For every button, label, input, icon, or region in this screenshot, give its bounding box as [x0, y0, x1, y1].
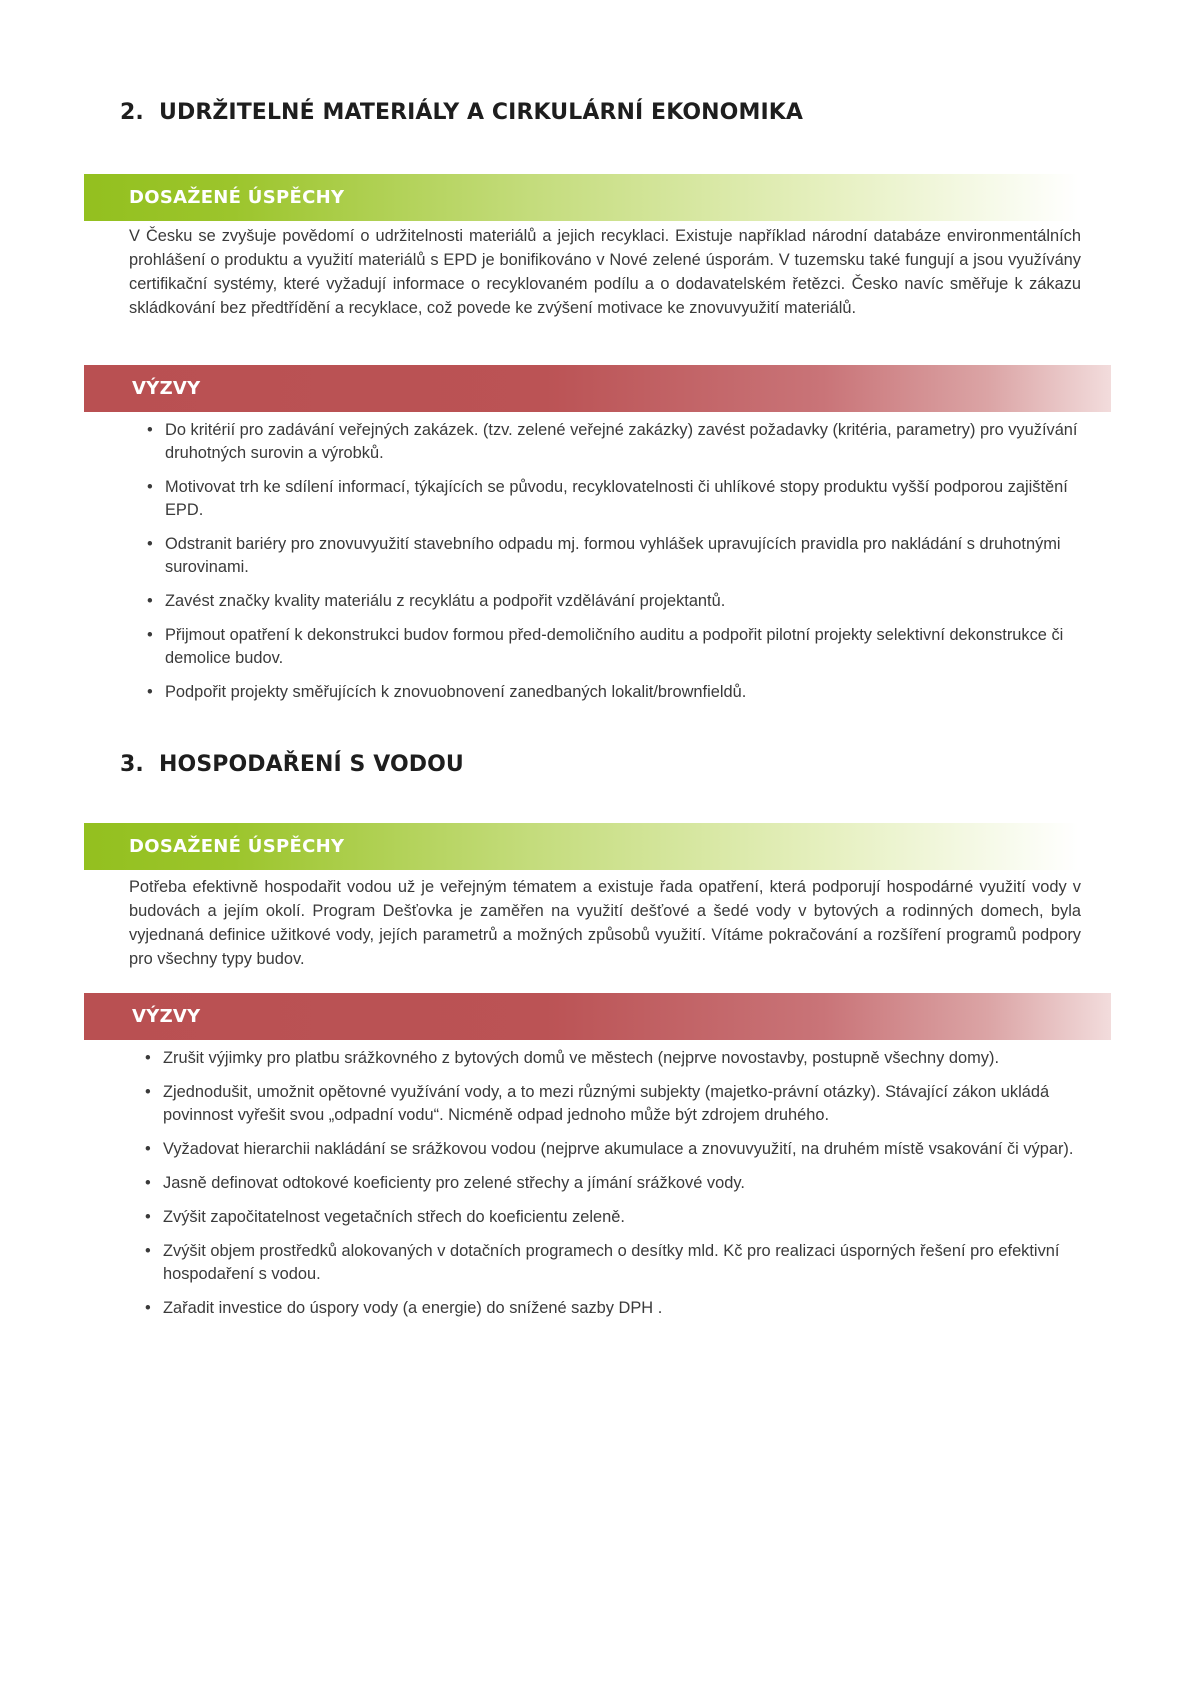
section-3-challenges-bar: [84, 993, 1111, 1040]
section-3-achievements-text: Potřeba efektivně hospodařit vodou už je veřejným tématem a existuje řada opatření, která podporují hospodárné využití vody v budovách a jejím okolí. Program Dešťovka je zaměřen na využití dešťové a šedé vody v bytových a rodinných domech, byla vyjednaná definice užitkové vody, jejích parametrů a možných způsobů využití. Vítáme pokračování a rozšíření programů podpory pro všechny typy budov.: [129, 878, 1081, 968]
section-3-title-text: HOSPODAŘENÍ S VODOU: [159, 752, 464, 777]
section-3-number: 3.: [120, 752, 144, 777]
list-item: • Do kritérií pro zadávání veřejných zakázek. (tzv. zelené veřejné zakázky) zavést požadavky (kritéria, parametry) pro využívání druhotných surovin a výrobků.: [147, 421, 1078, 462]
section-3-title: [120, 752, 464, 777]
bullet-icon: •: [147, 683, 153, 701]
section-3-challenges-list: [145, 1047, 1080, 1331]
bullet-icon: •: [147, 626, 153, 644]
section-2-achievements-text: V Česku se zvyšuje povědomí o udržitelnosti materiálů a jejich recyklaci. Existuje například národní databáze environmentálních prohlášení o produktu a využití materiálů s EPD je bonifikováno v Nové zelené úsporám. V tuzemsku také fungují a jsou využívány certifikační systémy, které vyžadují informace o recyklovaném podílu a o dodavatelském řetězci. Česko navíc směřuje k zákazu skládkování bez předtřídění a recyklace, což povede ke zvýšení motivace ke znovuvyužití materiálů.: [129, 227, 1081, 317]
bullet-icon: •: [145, 1083, 151, 1101]
section-3-achievements-bar: [84, 823, 1079, 870]
list-item: • Jasně definovat odtokové koeficienty pro zelené střechy a jímání srážkové vody.: [145, 1172, 1080, 1195]
section-2-challenges-list: [147, 419, 1082, 715]
list-item: • Motivovat trh ke sdílení informací, týkajících se původu, recyklovatelnosti či uhlíkové stopy produktu vyšší podporou zajištění EPD.: [147, 478, 1068, 519]
list-item: • Zařadit investice do úspory vody (a energie) do snížené sazby DPH .: [145, 1297, 1080, 1320]
section-3-achievements-label: DOSAŽENÉ ÚSPĚCHY: [129, 836, 345, 857]
bullet-icon: •: [145, 1140, 151, 1158]
list-item: • Odstranit bariéry pro znovuvyužití stavebního odpadu mj. formou vyhlášek upravujících pravidla pro nakládání s druhotnými surovinami.: [147, 535, 1061, 576]
list-item: • Zjednodušit, umožnit opětovné využívání vody, a to mezi různými subjekty (majetko-právní otázky). Stávající zákon ukládá povinnost vyřešit svou „odpadní vodu“. Nicméně odpad jednoho může být zdrojem druhého.: [145, 1083, 1050, 1124]
section-2-achievements-label: DOSAŽENÉ ÚSPĚCHY: [129, 187, 345, 208]
list-item: • Zvýšit objem prostředků alokovaných v dotačních programech o desítky mld. Kč pro realizaci úsporných řešení pro efektivní hospodaření s vodou.: [145, 1242, 1060, 1283]
bullet-icon: •: [147, 535, 153, 553]
list-item: • Podpořit projekty směřujících k znovuobnovení zanedbaných lokalit/brownfieldů.: [147, 681, 1082, 704]
section-2-number: 2.: [120, 100, 144, 125]
list-item: • Zvýšit započitatelnost vegetačních střech do koeficientu zeleně.: [145, 1206, 1080, 1229]
list-item: • Zrušit výjimky pro platbu srážkovného z bytových domů ve městech (nejprve novostavby, postupně všechny domy).: [145, 1047, 1080, 1070]
section-2-challenges-label: VÝZVY: [132, 378, 201, 399]
section-2-title: [120, 100, 803, 125]
bullet-icon: •: [147, 478, 153, 496]
list-item: • Přijmout opatření k dekonstrukci budov formou před-demoličního auditu a podpořit pilotní projekty selektivní dekonstrukce či demolice budov.: [147, 626, 1064, 667]
bullet-icon: •: [145, 1049, 151, 1067]
bullet-icon: •: [147, 421, 153, 439]
section-2-challenges-bar: [84, 365, 1111, 412]
list-item: • Vyžadovat hierarchii nakládání se srážkovou vodou (nejprve akumulace a znovuvyužití, na druhém místě vsakování či výpar).: [145, 1138, 1080, 1161]
list-item: • Zavést značky kvality materiálu z recyklátu a podpořit vzdělávání projektantů.: [147, 590, 1082, 613]
section-2-achievements-bar: [84, 174, 1079, 221]
bullet-icon: •: [145, 1208, 151, 1226]
section-2-title-text: UDRŽITELNÉ MATERIÁLY A CIRKULÁRNÍ EKONOMIKA: [159, 100, 804, 125]
bullet-icon: •: [147, 592, 153, 610]
section-3-challenges-label: VÝZVY: [132, 1006, 201, 1027]
bullet-icon: •: [145, 1174, 151, 1192]
bullet-icon: •: [145, 1299, 151, 1317]
bullet-icon: •: [145, 1242, 151, 1260]
